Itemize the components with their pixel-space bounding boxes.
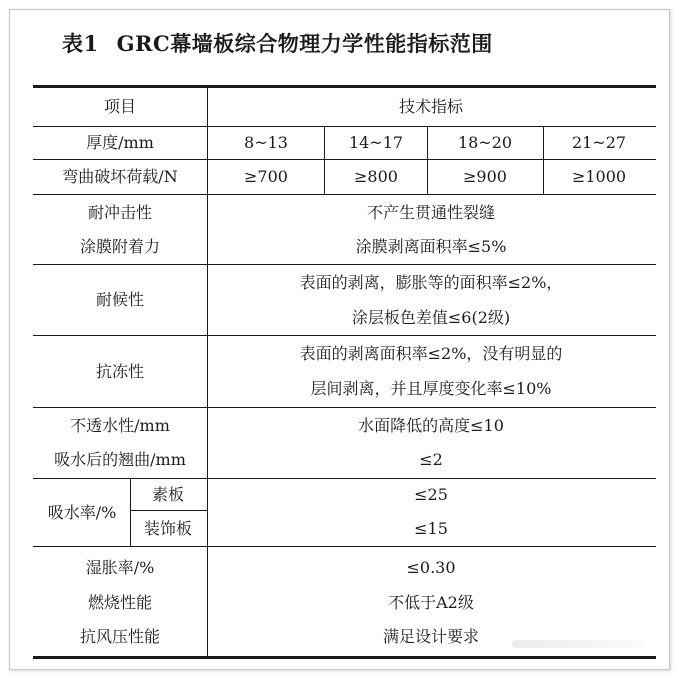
adhesion-value: 涂膜剥离面积率≤5% <box>355 237 507 256</box>
weathering-value-line2: 涂层板色差值≤6(2级) <box>351 308 511 327</box>
absorption-label: 吸水率/% <box>47 503 117 522</box>
row-divider <box>33 407 656 408</box>
combustion-value: 不低于A2级 <box>388 593 474 612</box>
impermeability-label: 不透水性/mm <box>70 416 170 435</box>
row-divider <box>33 159 656 160</box>
weathering-label: 耐候性 <box>95 290 145 309</box>
bending-value: ≥900 <box>463 167 507 186</box>
weathering-value-line1: 表面的剥离，膨胀等的面积率≤2%， <box>299 273 563 292</box>
table-title-text: GRC幕墙板综合物理力学性能指标范围 <box>116 31 493 56</box>
row-divider <box>33 194 656 195</box>
absorption-decor-value: ≤15 <box>414 519 448 538</box>
thickness-label: 厚度/mm <box>86 133 154 152</box>
row-divider <box>33 335 656 336</box>
table-top-rule <box>33 85 656 88</box>
freeze-label: 抗冻性 <box>95 362 145 381</box>
column-divider <box>324 126 325 194</box>
warp-label: 吸水后的翘曲/mm <box>54 450 186 469</box>
table-number: 表1 <box>62 31 99 56</box>
header-spec: 技术指标 <box>398 97 464 116</box>
table-title <box>62 28 493 58</box>
sub-row-divider <box>130 510 208 511</box>
freeze-value-line1: 表面的剥离面积率≤2%，没有明显的 <box>299 344 563 363</box>
bending-value: ≥700 <box>244 167 288 186</box>
impermeability-value: 水面降低的高度≤10 <box>358 416 504 435</box>
impact-value: 不产生贯通性裂缝 <box>366 203 496 222</box>
row-divider <box>33 546 656 547</box>
row-divider <box>33 478 656 479</box>
blurred-watermark <box>512 640 642 648</box>
row-divider <box>33 126 656 127</box>
header-item: 项目 <box>103 97 137 116</box>
bending-value: ≥1000 <box>571 167 627 186</box>
thickness-value: 18~20 <box>457 133 513 152</box>
impact-label: 耐冲击性 <box>87 203 153 222</box>
wind-label: 抗风压性能 <box>79 627 161 646</box>
thickness-value: 21~27 <box>571 133 627 152</box>
wet-expansion-label: 湿胀率/% <box>85 558 155 577</box>
column-divider <box>130 478 131 546</box>
absorption-plain-value: ≤25 <box>414 485 448 504</box>
column-divider <box>543 126 544 194</box>
absorption-decor-label: 装饰板 <box>143 519 193 538</box>
column-divider <box>207 88 208 656</box>
freeze-value-line2: 层间剥离，并且厚度变化率≤10% <box>310 379 552 398</box>
warp-value: ≤2 <box>419 450 443 469</box>
absorption-plain-label: 素板 <box>151 485 185 504</box>
combustion-label: 燃烧性能 <box>87 593 153 612</box>
bending-label: 弯曲破坏荷载/N <box>62 167 178 186</box>
adhesion-label: 涂膜附着力 <box>79 237 161 256</box>
wind-value: 满足设计要求 <box>382 627 480 646</box>
wet-expansion-value: ≤0.30 <box>406 558 456 577</box>
bending-value: ≥800 <box>354 167 398 186</box>
row-divider <box>33 264 656 265</box>
thickness-value: 14~17 <box>348 133 404 152</box>
table-bottom-rule <box>33 656 656 659</box>
column-divider <box>427 126 428 194</box>
thickness-value: 8~13 <box>244 133 288 152</box>
